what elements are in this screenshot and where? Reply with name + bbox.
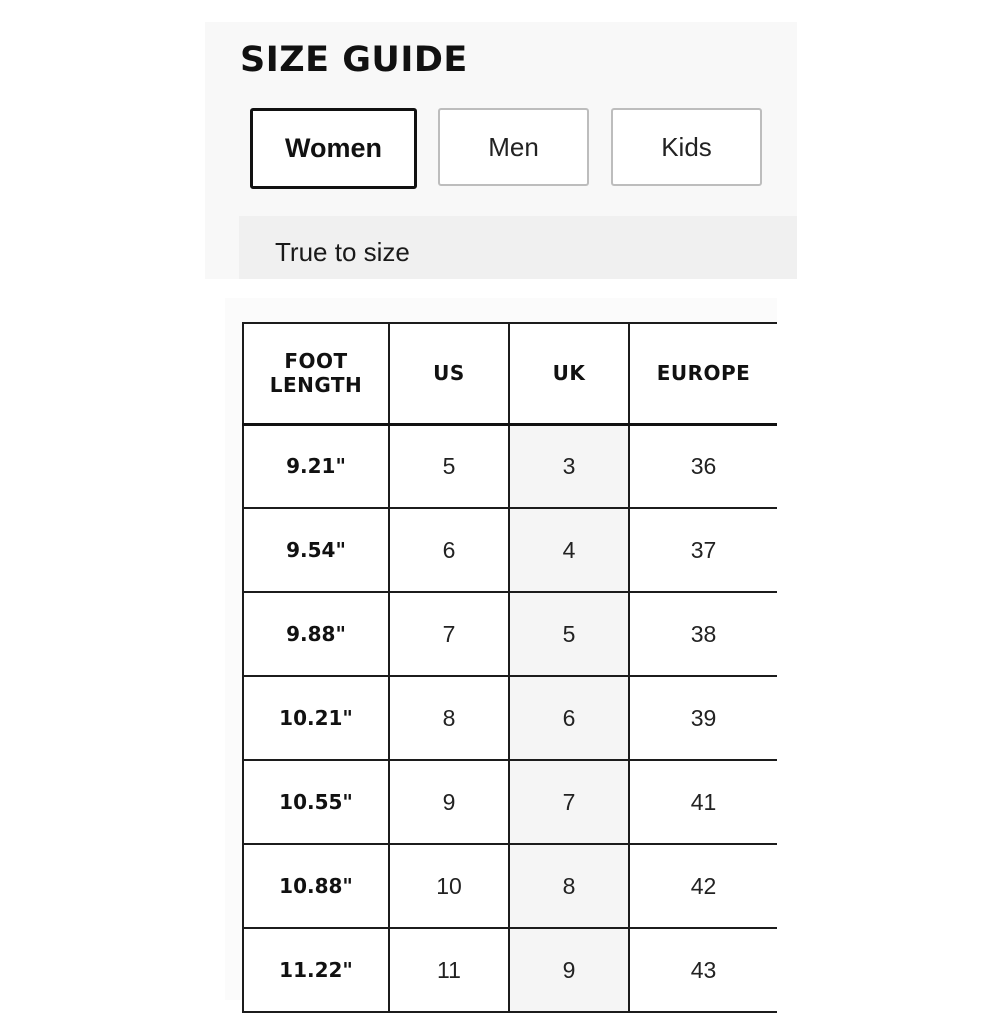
cell-foot-length: 10.55" xyxy=(243,760,389,844)
tab-women[interactable]: Women xyxy=(250,108,417,189)
size-table xyxy=(242,322,777,1013)
page-title: SIZE GUIDE xyxy=(240,40,468,80)
cell-uk: 3 xyxy=(509,424,629,508)
cell-foot-length: 11.22" xyxy=(243,928,389,1012)
cell-us: 7 xyxy=(389,592,509,676)
cell-us: 9 xyxy=(389,760,509,844)
cell-us: 11 xyxy=(389,928,509,1012)
cell-us: 6 xyxy=(389,508,509,592)
cell-uk: 4 xyxy=(509,508,629,592)
cell-uk: 7 xyxy=(509,760,629,844)
header-foot-length xyxy=(243,323,389,424)
header-uk: UK xyxy=(509,323,629,424)
cell-europe: 38 xyxy=(629,592,777,676)
cell-foot-length: 10.88" xyxy=(243,844,389,928)
tab-kids[interactable]: Kids xyxy=(611,108,762,186)
cell-us: 5 xyxy=(389,424,509,508)
table-row xyxy=(243,760,777,844)
header-foot-line1: FOOT xyxy=(284,349,348,374)
cell-uk: 8 xyxy=(509,844,629,928)
cell-europe: 39 xyxy=(629,676,777,760)
cell-uk: 9 xyxy=(509,928,629,1012)
cell-europe: 36 xyxy=(629,424,777,508)
cell-us: 10 xyxy=(389,844,509,928)
table-row xyxy=(243,592,777,676)
tab-men[interactable]: Men xyxy=(438,108,589,186)
header-foot-line2: LENGTH xyxy=(269,373,363,398)
table-row xyxy=(243,676,777,760)
cell-foot-length: 9.88" xyxy=(243,592,389,676)
cell-uk: 5 xyxy=(509,592,629,676)
cell-foot-length: 10.21" xyxy=(243,676,389,760)
fit-note-text: True to size xyxy=(275,237,410,267)
cell-europe: 37 xyxy=(629,508,777,592)
cell-foot-length: 9.54" xyxy=(243,508,389,592)
table-row xyxy=(243,424,777,508)
cell-europe: 41 xyxy=(629,760,777,844)
table-row xyxy=(243,508,777,592)
header-europe: EUROPE xyxy=(629,323,777,424)
cell-uk: 6 xyxy=(509,676,629,760)
cell-us: 8 xyxy=(389,676,509,760)
cell-foot-length: 9.21" xyxy=(243,424,389,508)
table-header-row xyxy=(243,323,777,424)
table-row xyxy=(243,928,777,1012)
header-us: US xyxy=(389,323,509,424)
cell-europe: 43 xyxy=(629,928,777,1012)
cell-europe: 42 xyxy=(629,844,777,928)
table-row xyxy=(243,844,777,928)
